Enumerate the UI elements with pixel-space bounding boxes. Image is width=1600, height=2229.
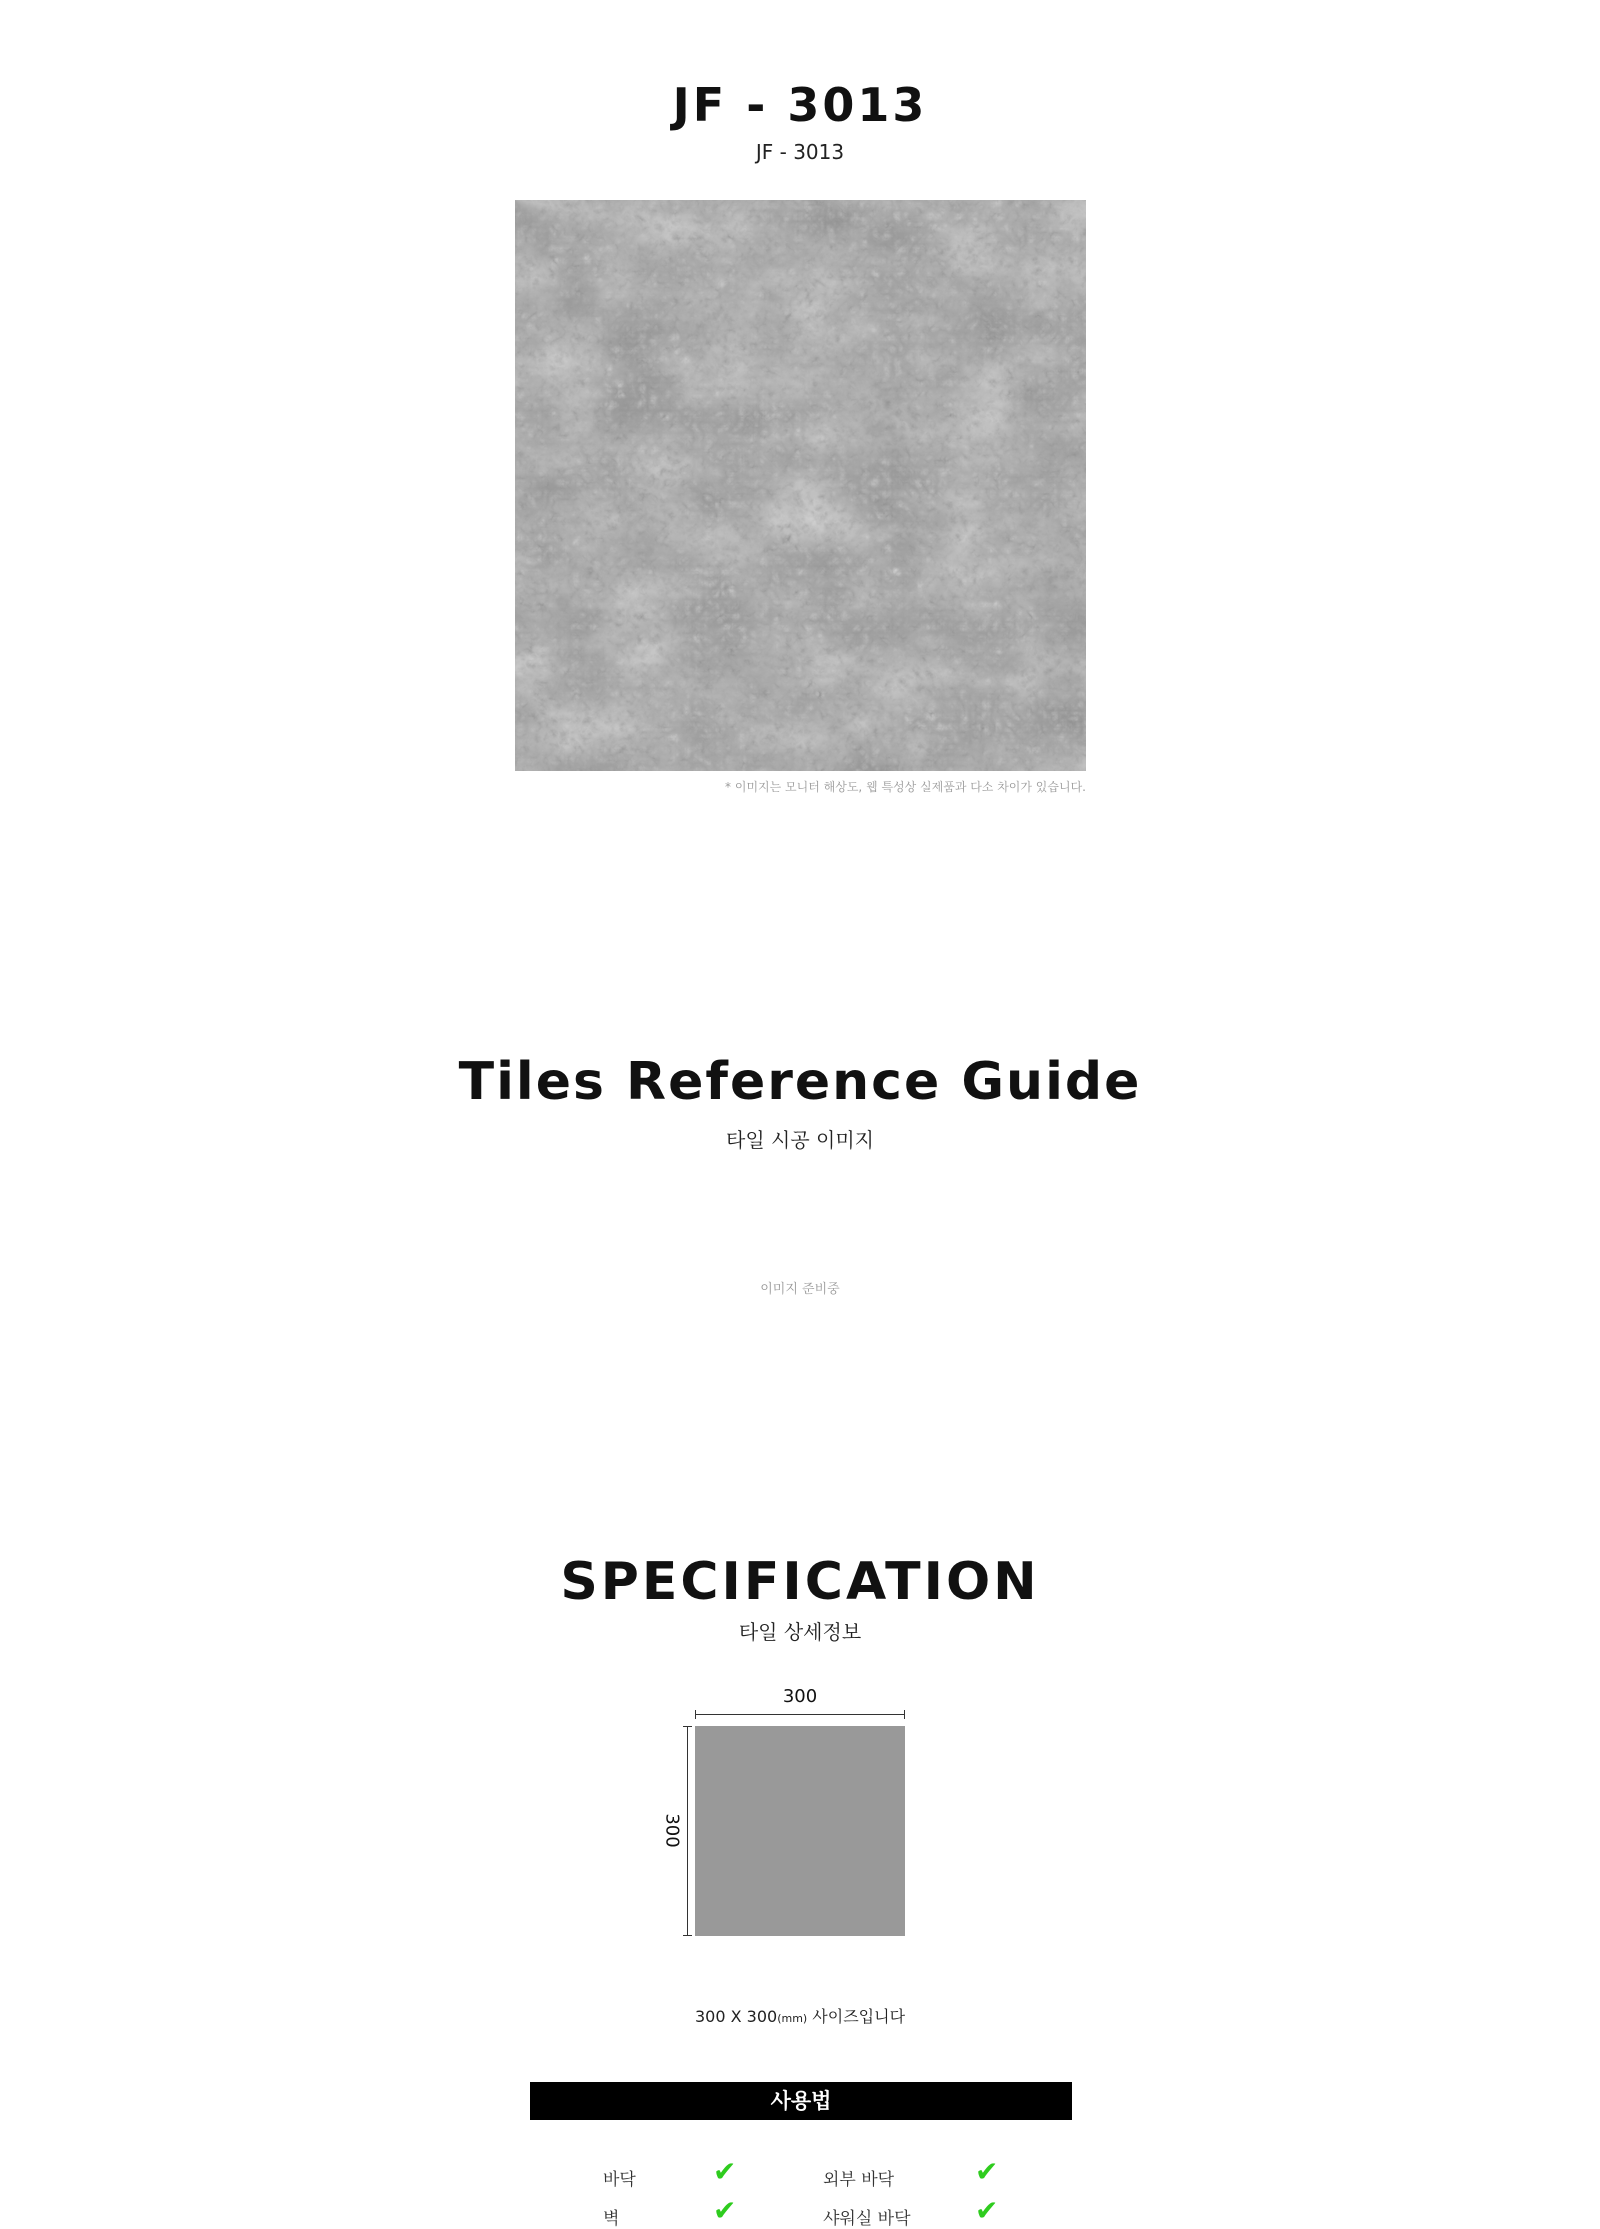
usage-label-shower-floor: 샤워실 바닥	[823, 2209, 911, 2229]
usage-label-wall: 벽	[603, 2209, 620, 2229]
size-caption-unit: (mm)	[777, 2012, 808, 2025]
usage-check-exterior-floor-icon: ✔	[975, 2155, 999, 2188]
guide-image-placeholder: 이미지 준비중	[760, 1282, 840, 1297]
height-dimension-label: 300	[661, 1813, 683, 1848]
usage-check-floor-icon: ✔	[713, 2155, 737, 2188]
tile-photo	[515, 200, 1086, 771]
spec-title: SPECIFICATION	[560, 1552, 1040, 1612]
size-caption-main: 300 X 300	[694, 2007, 778, 2026]
guide-subtitle: 타일 시공 이미지	[726, 1128, 874, 1152]
size-caption	[0, 2004, 1600, 2027]
product-subtitle: JF - 3013	[755, 140, 845, 164]
usage-label-exterior-floor: 외부 바닥	[823, 2170, 895, 2190]
usage-header: 사용법	[530, 2082, 1072, 2120]
tile-size-swatch	[695, 1726, 905, 1936]
photo-disclaimer: * 이미지는 모니터 해상도, 웹 특성상 실제품과 다소 차이가 있습니다.	[725, 780, 1086, 794]
usage-check-shower-floor-icon: ✔	[975, 2194, 999, 2227]
stone-texture-image	[515, 200, 1086, 771]
width-dimension-line	[695, 1714, 905, 1715]
product-title: JF - 3013	[672, 78, 928, 132]
width-dimension-label: 300	[782, 1686, 818, 1707]
usage-label-floor: 바닥	[603, 2170, 636, 2190]
height-dimension-line	[687, 1726, 688, 1936]
usage-check-wall-icon: ✔	[713, 2194, 737, 2227]
size-caption-tail: 사이즈입니다	[807, 2007, 906, 2026]
guide-title: Tiles Reference Guide	[458, 1052, 1142, 1112]
spec-subtitle: 타일 상세정보	[738, 1620, 862, 1644]
